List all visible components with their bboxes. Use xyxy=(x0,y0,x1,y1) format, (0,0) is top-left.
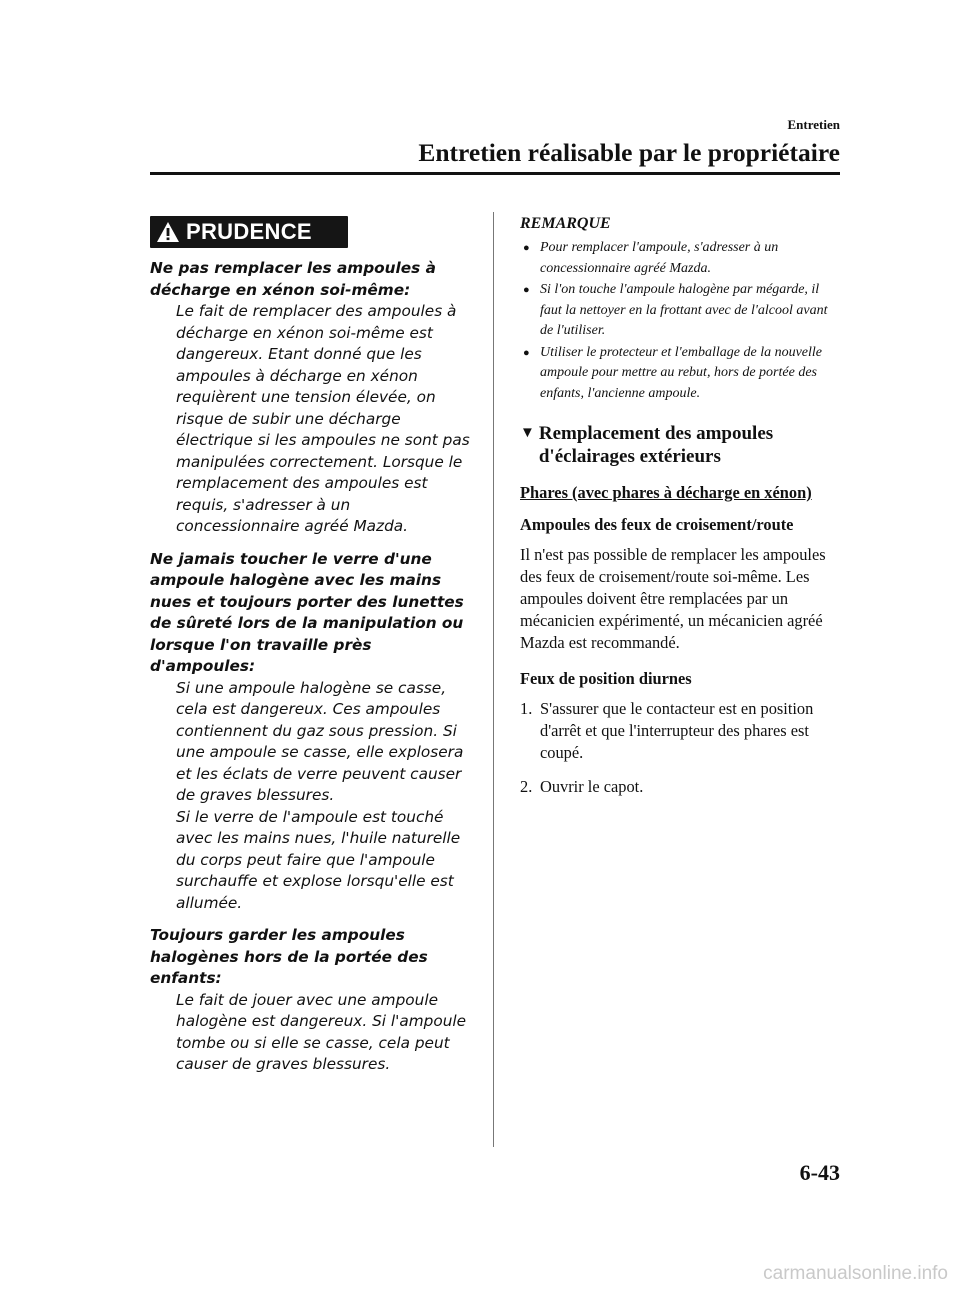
note-list xyxy=(520,238,842,404)
watermark: carmanualsonline.info xyxy=(763,1263,948,1284)
page-title: Entretien réalisable par le propriétaire xyxy=(418,138,840,167)
caution-block-body: Le fait de jouer avec une ampoule halogène est dangereux. Si l'ampoule tombe ou si elle se casse, cela peut causer de graves blessures. xyxy=(176,990,467,1073)
note-item: ● Pour remplacer l'ampoule, s'adresser à un concessionnaire agréé Mazda. xyxy=(523,240,779,276)
caution-column xyxy=(150,216,475,1087)
caution-block-title: Ne pas remplacer les ampoules à décharge en xénon soi-même: xyxy=(150,259,436,299)
page-number: 6-43 xyxy=(799,1160,840,1185)
bullet-icon: ● xyxy=(523,284,530,296)
triangle-down-icon: ▼ xyxy=(520,425,535,441)
caution-block-title: Ne jamais toucher le verre d'une ampoule halogène avec les mains nues et toujours porter des lunettes de sûreté lors de la manipulation ou lorsque l'on travaille près d'ampoules: xyxy=(150,549,464,675)
content-column xyxy=(520,213,842,810)
step-item xyxy=(520,698,842,764)
step-text: S'assurer que le contacteur est en position d'arrêt et que l'interrupteur des phares est coupé. xyxy=(540,699,814,762)
caution-block-title: Toujours garder les ampoules halogènes hors de la portée des enfants: xyxy=(150,926,428,987)
caution-block xyxy=(150,925,475,1076)
note-item: ● Utiliser le protecteur et l'emballage de la nouvelle ampoule pour mettre au rebut, hors de portée des enfants, l'ancienne ampoule. xyxy=(523,344,823,401)
subheading-underlined: Phares (avec phares à décharge en xénon) xyxy=(520,483,812,502)
caution-block-body: Si une ampoule halogène se casse, cela est dangereux. Ces ampoules contiennent du gaz sous pression. Si une ampoule se casse, elle explosera et les éclats de verre peuvent causer de graves blessures. xyxy=(176,678,464,804)
step-item xyxy=(520,776,842,798)
step-number: 2. xyxy=(520,777,533,796)
bullet-icon: ● xyxy=(523,346,530,359)
caution-block-body: Si le verre de l'ampoule est touché avec les mains nues, l'huile naturelle du corps peut faire que l'ampoule surchauffe et explose lorsqu'elle est allumée. xyxy=(176,807,461,912)
note-item: ● Si l'on touche l'ampoule halogène par mégarde, il faut la nettoyer en la frottant avec de l'alcool avant de l'utiliser. xyxy=(523,282,828,338)
paragraph: Il n'est pas possible de remplacer les ampoules des feux de croisement/route soi-même. Les ampoules doivent être remplacées par un mécanicien expérimenté, un mécanicien agréé Mazda est recommandé. xyxy=(520,545,826,652)
step-number: 1. xyxy=(520,699,533,718)
column-divider xyxy=(493,212,494,1147)
bullet-icon: ● xyxy=(523,242,530,254)
subheading: Ampoules des feux de croisement/route xyxy=(520,515,794,534)
header-section-label: Entretien xyxy=(787,117,840,132)
caution-block xyxy=(150,549,475,915)
warning-triangle-icon xyxy=(153,216,183,248)
section-heading-text: Remplacement des ampoules d'éclairages extérieurs xyxy=(538,423,774,467)
caution-badge xyxy=(150,216,348,248)
note-title: REMARQUE xyxy=(520,215,611,232)
header-rule xyxy=(150,172,840,175)
caution-label: PRUDENCE xyxy=(186,219,312,245)
caution-block xyxy=(150,258,475,538)
caution-block-body: Le fait de remplacer des ampoules à décharge en xénon soi-même est dangereux. Etant donné que les ampoules à décharge en xénon requièrent une tension élevée, on risque de subir une décharge électrique si les ampoules ne sont pas manipulées correctement. Lorsque le remplacement des ampoules est requis, s'adresser à un concessionnaire agréé Mazda. xyxy=(176,302,470,535)
section-heading xyxy=(520,422,842,468)
subheading: Feux de position diurnes xyxy=(520,669,692,688)
step-text: Ouvrir le capot. xyxy=(540,777,644,796)
